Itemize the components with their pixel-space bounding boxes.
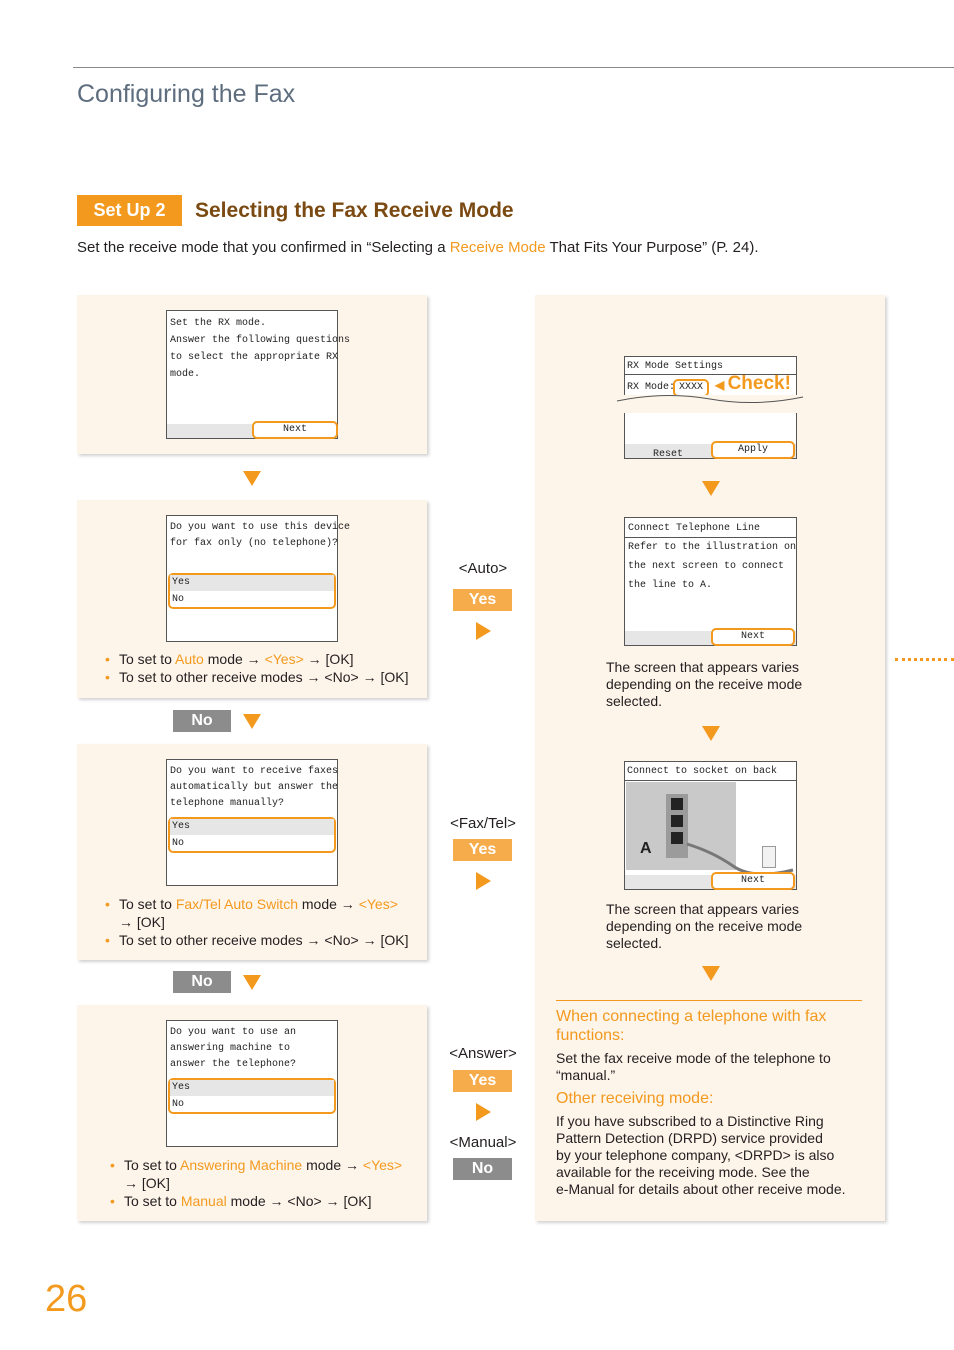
note-title-other-mode: Other receiving mode:	[556, 1090, 714, 1107]
text: To set to	[124, 1157, 181, 1173]
arrow-down-icon	[702, 726, 720, 741]
lcd-title: RX Mode Settings	[627, 361, 724, 372]
option-no[interactable]: No	[172, 838, 185, 849]
instruction-item	[105, 895, 425, 931]
instruction-item: • To set to other receive modes → <No> → [OK]	[105, 931, 425, 949]
socket-icon	[671, 832, 683, 844]
lcd-screen-connect-line	[624, 517, 797, 646]
section-title: Configuring the Fax	[77, 80, 296, 108]
wall-jack-icon	[762, 846, 776, 868]
arrow-down-icon	[243, 714, 261, 729]
lcd-screen-connect-socket	[624, 761, 797, 890]
step-panel-4	[77, 1005, 427, 1221]
step-panel-1	[77, 295, 427, 454]
socket-icon	[671, 798, 683, 810]
mode-label-manual: <Manual>	[449, 1134, 517, 1151]
text: mode →	[297, 896, 359, 912]
intro-after: That Fits Your Purpose” (P. 24).	[545, 239, 759, 256]
phone-cable-icon	[683, 818, 795, 878]
socket-label-a: A	[640, 840, 652, 857]
lcd-screen-fax-only	[166, 515, 351, 642]
instructions	[105, 650, 425, 686]
lcd-screen-faxtel	[166, 759, 338, 886]
text: To set to	[119, 896, 176, 912]
lcd-divider	[625, 780, 796, 781]
check-callout	[715, 373, 791, 395]
yes-badge: Yes	[453, 839, 512, 861]
text: mode → <No> → [OK]	[226, 1193, 372, 1209]
arrow-right-icon	[476, 1103, 491, 1121]
instruction-item	[105, 650, 425, 668]
no-badge: No	[173, 710, 231, 732]
yes-key: <Yes>	[264, 651, 304, 667]
lcd-text: Do you want to use this device for fax only (no telephone)?	[170, 522, 351, 549]
instruction-item	[110, 1156, 425, 1192]
lcd-divider	[625, 537, 796, 538]
reset-button[interactable]: Reset	[653, 449, 684, 460]
mode-name: Answering Machine	[180, 1157, 303, 1173]
arrow-down-icon	[243, 471, 261, 486]
lcd-text: Connect Telephone Line Refer to the illustration on the next screen to connect the line to A.	[628, 523, 797, 591]
check-text: Check!	[727, 373, 791, 394]
text: To set to	[124, 1193, 181, 1209]
option-yes[interactable]: Yes	[170, 819, 334, 835]
next-button[interactable]: Next	[252, 421, 338, 439]
continuation-dots	[895, 658, 954, 661]
text: mode →	[302, 1157, 363, 1173]
yes-badge: Yes	[453, 1070, 512, 1092]
option-list	[168, 817, 336, 853]
notes-divider	[556, 1000, 862, 1001]
option-list	[168, 573, 336, 609]
rx-mode-value: XXXX	[673, 379, 709, 397]
result-panel	[535, 295, 885, 1221]
mode-label-answer: <Answer>	[449, 1045, 517, 1062]
mode-name: Manual	[180, 1193, 227, 1209]
note-title-fax-phone: When connecting a telephone with fax functions:	[556, 1008, 827, 1044]
option-yes[interactable]: Yes	[170, 575, 334, 591]
screen-varies-note: The screen that appears varies depending on the receive mode selected.	[606, 659, 803, 709]
setup-badge: Set Up 2	[77, 195, 182, 226]
arrow-right-icon	[476, 622, 491, 640]
arrow-down-icon	[243, 975, 261, 990]
lcd-screen-rx-intro	[166, 310, 351, 439]
step-panel-3	[77, 744, 427, 960]
text: To set to	[119, 651, 176, 667]
instructions	[105, 895, 425, 949]
lcd-title: Connect to socket on back	[627, 766, 778, 777]
arrow-down-icon	[702, 966, 720, 981]
socket-icon	[671, 815, 683, 827]
page-number: 26	[45, 1278, 88, 1320]
note-body-fax-phone: Set the fax receive mode of the telephone to “manual.”	[556, 1050, 831, 1083]
no-badge: No	[453, 1158, 512, 1180]
screen-varies-note: The screen that appears varies depending on the receive mode selected.	[606, 901, 803, 951]
yes-key: <Yes>	[362, 1157, 403, 1173]
lcd-text: Do you want to use an answering machine to answer the telephone?	[170, 1027, 297, 1070]
instructions	[110, 1156, 425, 1210]
check-pointer-icon: ◀	[715, 378, 728, 392]
intro-link[interactable]: Receive Mode	[449, 239, 546, 256]
mode-name: Fax/Tel Auto Switch	[175, 896, 298, 912]
instruction-item	[110, 1192, 425, 1210]
yes-badge: Yes	[453, 589, 512, 611]
intro-before: Set the receive mode that you confirmed in “Selecting a	[77, 239, 450, 256]
mode-name: Auto	[175, 651, 204, 667]
rx-mode-label: RX Mode:	[627, 382, 676, 393]
lcd-text: Set the RX mode. Answer the following questions to select the appropriate RX mode.	[170, 318, 351, 380]
instruction-item: • To set to other receive modes → <No> → [OK]	[105, 668, 425, 686]
step-panel-2	[77, 500, 427, 698]
yes-key: <Yes>	[358, 896, 398, 912]
apply-button[interactable]: Apply	[711, 441, 795, 459]
lcd-text: Do you want to receive faxes automatically but answer the telephone manually?	[170, 766, 339, 809]
next-button[interactable]: Next	[711, 872, 795, 890]
option-yes[interactable]: Yes	[170, 1080, 334, 1096]
intro-text	[77, 239, 759, 256]
next-button[interactable]: Next	[711, 628, 795, 646]
text: → [OK]	[119, 914, 165, 930]
no-badge: No	[173, 971, 231, 993]
option-no[interactable]: No	[172, 594, 185, 605]
mode-label-faxtel: <Fax/Tel>	[450, 815, 516, 832]
mode-label-auto: <Auto>	[458, 560, 508, 577]
text: → [OK]	[124, 1175, 170, 1191]
arrow-right-icon	[476, 872, 491, 890]
page-heading: Selecting the Fax Receive Mode	[195, 199, 514, 222]
lcd-screen-answering	[166, 1020, 338, 1147]
text: → [OK]	[303, 651, 354, 667]
header-rule	[73, 67, 954, 68]
option-no[interactable]: No	[172, 1099, 185, 1110]
note-body-other-mode: If you have subscribed to a Distinctive Ring Pattern Detection (DRPD) service provided by your telephone company, <DRPD> is also available for the receiving mode. See the e-Manual for details about other receive mode.	[556, 1113, 846, 1197]
arrow-down-icon	[702, 481, 720, 496]
text: mode →	[203, 651, 265, 667]
option-list	[168, 1078, 336, 1114]
